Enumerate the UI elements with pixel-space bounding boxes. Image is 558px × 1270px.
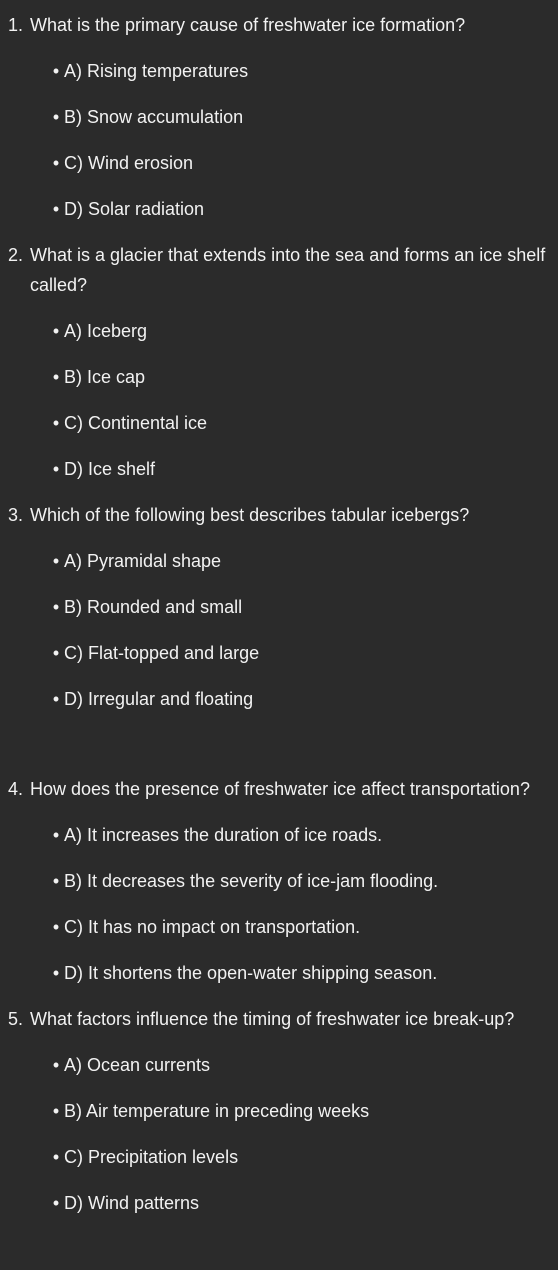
question-4 xyxy=(0,774,558,988)
option-1b xyxy=(0,102,558,132)
option-label: B) It decreases the severity of ice-jam flooding. xyxy=(64,871,439,891)
option-4b xyxy=(0,866,558,896)
question-number: 3. xyxy=(8,505,24,525)
option-5c xyxy=(0,1142,558,1172)
option-list xyxy=(0,1050,558,1218)
option-list xyxy=(0,316,558,484)
option-label: C) Flat-topped and large xyxy=(64,643,260,663)
bullet-icon: • xyxy=(52,963,60,983)
question-text: Which of the following best describes tabular icebergs? xyxy=(30,505,470,525)
question-text: What is the primary cause of freshwater ice formation? xyxy=(30,15,466,35)
option-label: A) It increases the duration of ice roads. xyxy=(64,825,383,845)
option-3a xyxy=(0,546,558,576)
option-5a xyxy=(0,1050,558,1080)
question-number: 4. xyxy=(8,779,24,799)
question-text: What is a glacier that extends into the sea and forms an ice shelf called? xyxy=(30,245,546,295)
option-label: A) Ocean currents xyxy=(64,1055,211,1075)
option-list xyxy=(0,56,558,224)
option-2a xyxy=(0,316,558,346)
option-label: A) Pyramidal shape xyxy=(64,551,222,571)
question-number: 5. xyxy=(8,1009,24,1029)
option-list xyxy=(0,820,558,988)
option-3b xyxy=(0,592,558,622)
option-2d xyxy=(0,454,558,484)
option-5d xyxy=(0,1188,558,1218)
option-1d xyxy=(0,194,558,224)
bullet-icon: • xyxy=(52,367,60,387)
option-label: C) Wind erosion xyxy=(64,153,194,173)
question-1 xyxy=(0,10,558,224)
option-label: A) Iceberg xyxy=(64,321,148,341)
option-label: B) Snow accumulation xyxy=(64,107,244,127)
option-label: B) Ice cap xyxy=(64,367,146,387)
bullet-icon: • xyxy=(52,153,60,173)
bullet-icon: • xyxy=(52,321,60,341)
option-5b xyxy=(0,1096,558,1126)
option-3c xyxy=(0,638,558,668)
option-label: B) Rounded and small xyxy=(64,597,243,617)
bullet-icon: • xyxy=(52,61,60,81)
option-label: D) Solar radiation xyxy=(64,199,205,219)
option-2c xyxy=(0,408,558,438)
bullet-icon: • xyxy=(52,1055,60,1075)
bullet-icon: • xyxy=(52,459,60,479)
bullet-icon: • xyxy=(52,643,60,663)
option-list xyxy=(0,546,558,714)
option-2b xyxy=(0,362,558,392)
question-number: 2. xyxy=(8,245,24,265)
option-label: C) It has no impact on transportation. xyxy=(64,917,361,937)
bullet-icon: • xyxy=(52,871,60,891)
bullet-icon: • xyxy=(52,413,60,433)
option-label: A) Rising temperatures xyxy=(64,61,249,81)
question-number: 1. xyxy=(8,15,24,35)
question-2 xyxy=(0,240,558,484)
bullet-icon: • xyxy=(52,1147,60,1167)
bullet-icon: • xyxy=(52,689,60,709)
bullet-icon: • xyxy=(52,597,60,617)
option-label: D) Wind patterns xyxy=(64,1193,200,1213)
option-label: D) It shortens the open-water shipping season. xyxy=(64,963,438,983)
bullet-icon: • xyxy=(52,199,60,219)
bullet-icon: • xyxy=(52,917,60,937)
option-1c xyxy=(0,148,558,178)
option-label: D) Ice shelf xyxy=(64,459,156,479)
option-label: C) Precipitation levels xyxy=(64,1147,239,1167)
option-label: D) Irregular and floating xyxy=(64,689,254,709)
option-4d xyxy=(0,958,558,988)
option-4a xyxy=(0,820,558,850)
question-text: How does the presence of freshwater ice affect transportation? xyxy=(30,779,530,799)
question-3 xyxy=(0,500,558,714)
option-3d xyxy=(0,684,558,714)
option-1a xyxy=(0,56,558,86)
bullet-icon: • xyxy=(52,107,60,127)
bullet-icon: • xyxy=(52,551,60,571)
question-text: What factors influence the timing of freshwater ice break-up? xyxy=(30,1009,515,1029)
question-5 xyxy=(0,1004,558,1218)
option-label: B) Air temperature in preceding weeks xyxy=(64,1101,370,1121)
bullet-icon: • xyxy=(52,1193,60,1213)
option-label: C) Continental ice xyxy=(64,413,208,433)
bullet-icon: • xyxy=(52,1101,60,1121)
bullet-icon: • xyxy=(52,825,60,845)
option-4c xyxy=(0,912,558,942)
